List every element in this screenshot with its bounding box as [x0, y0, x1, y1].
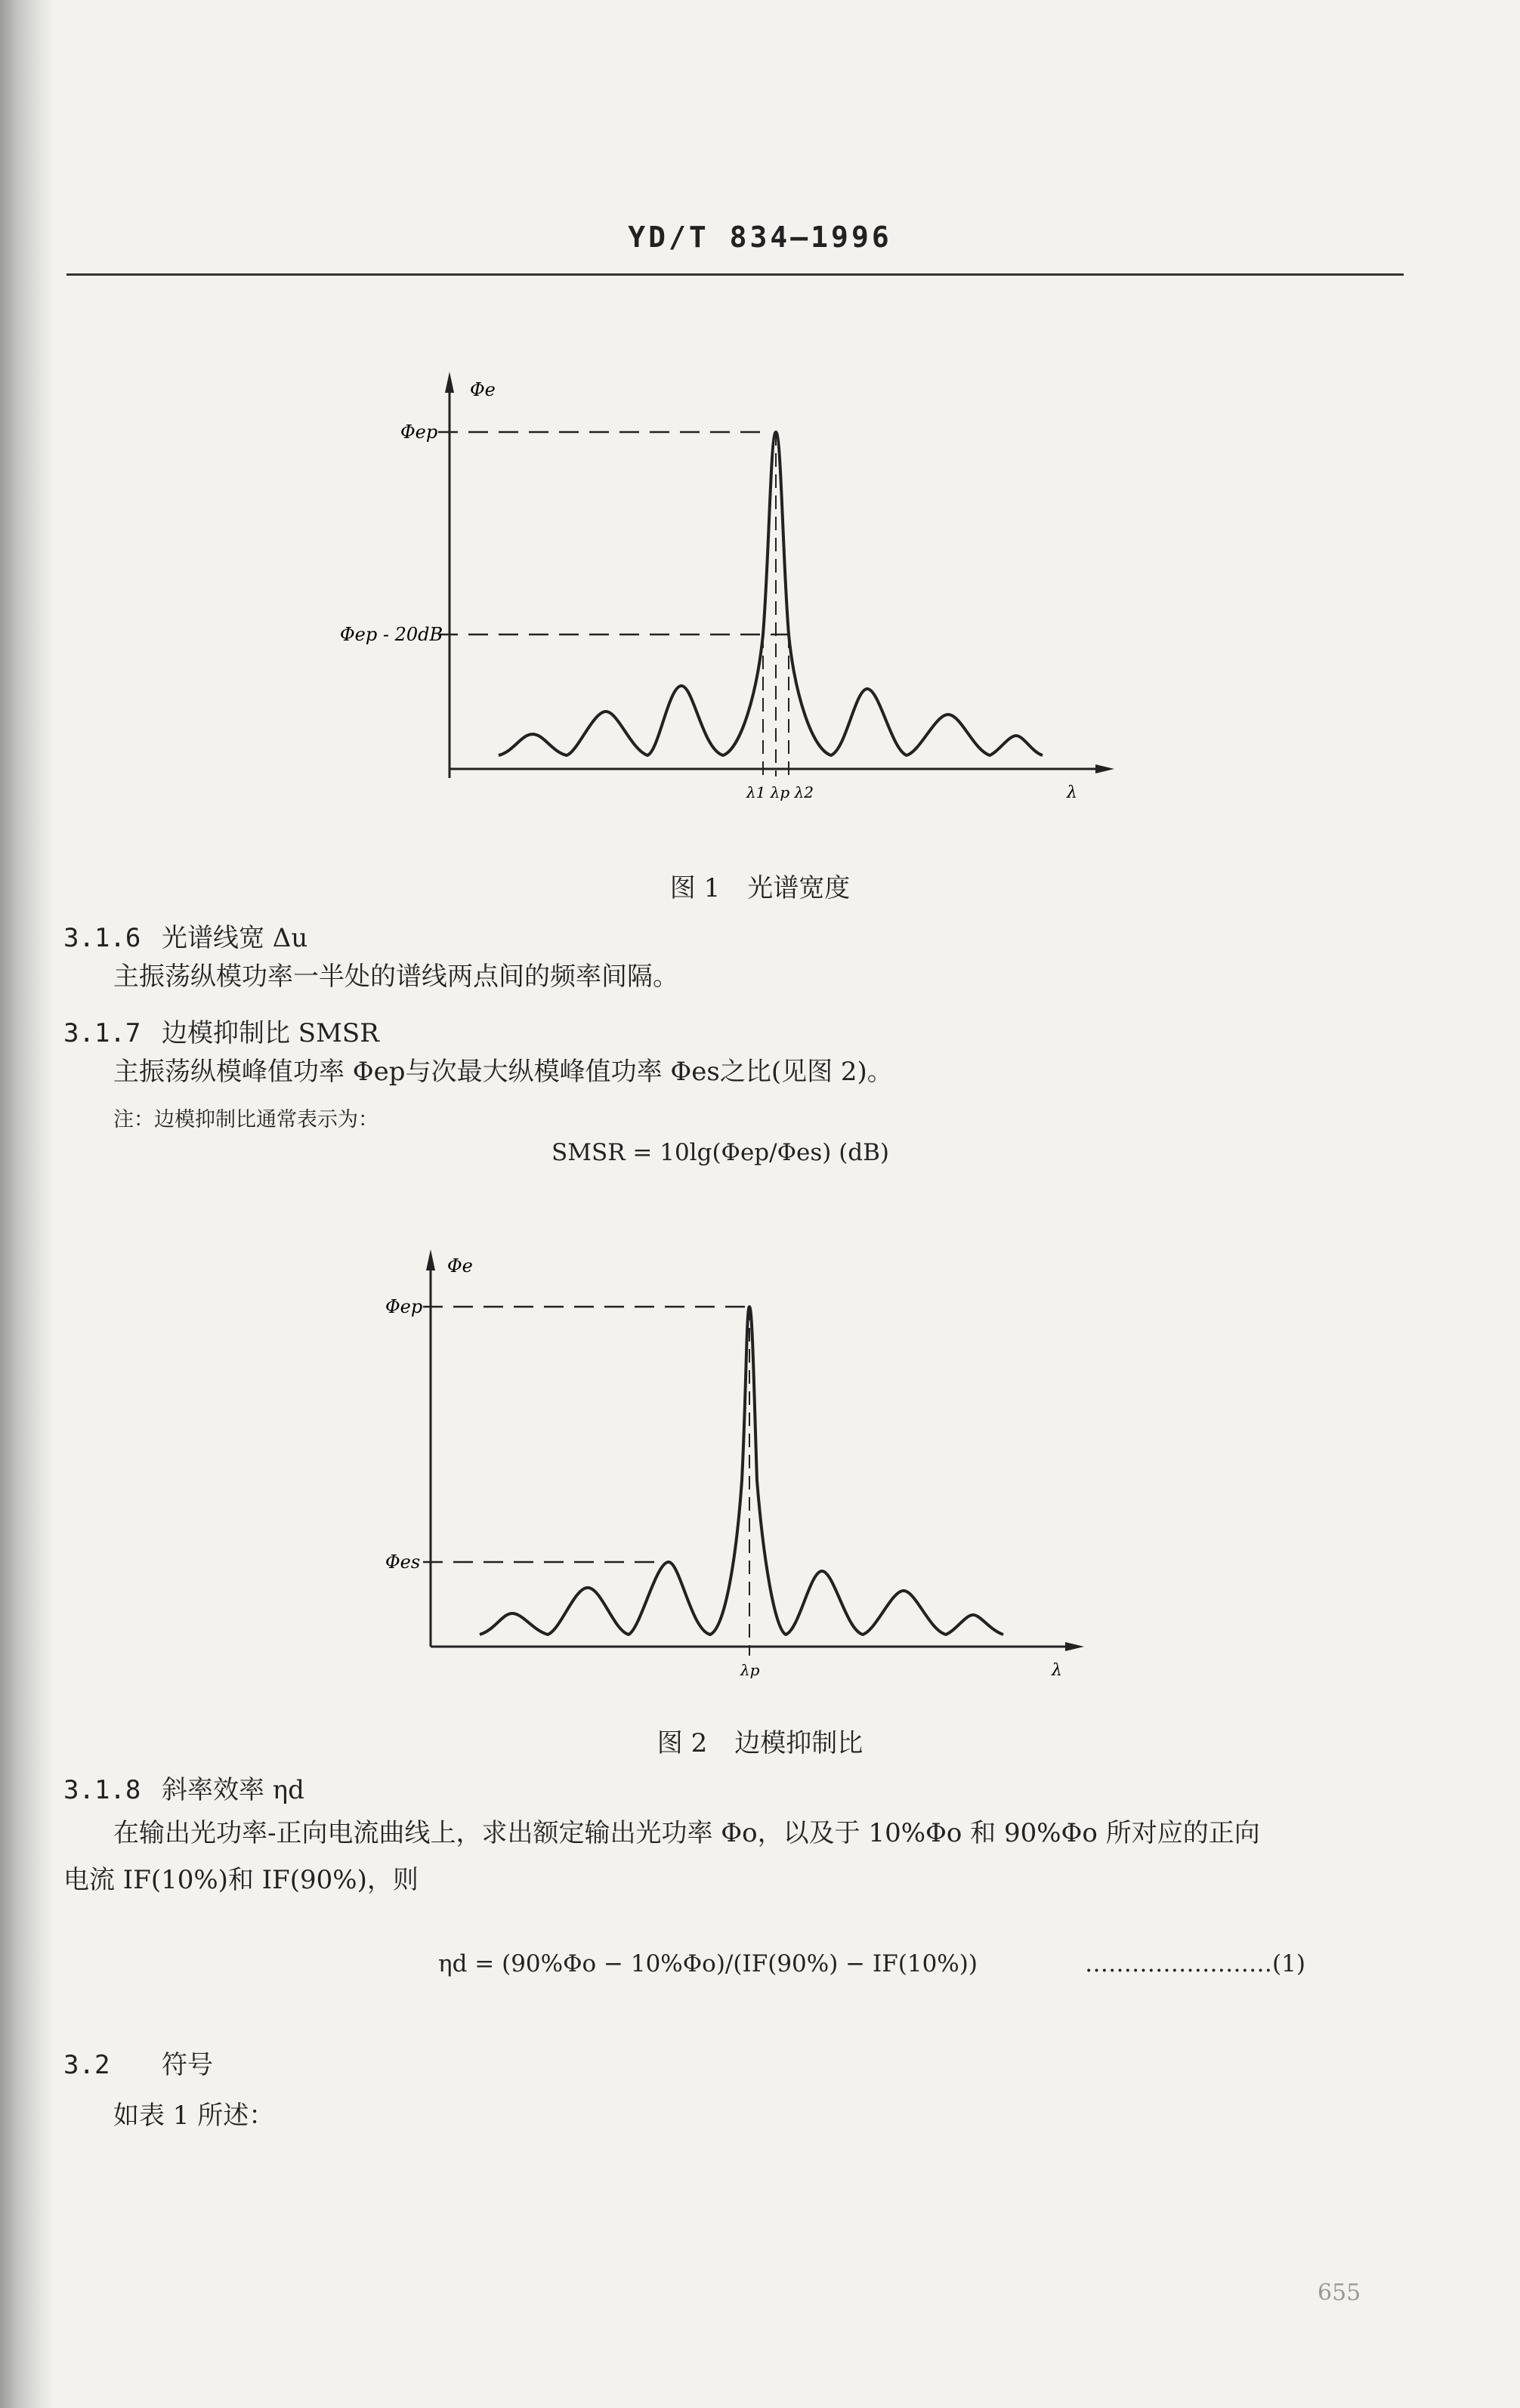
figure-2-smsr: [363, 1239, 1103, 1692]
section-3-1-8-body-line1: 在输出光功率-正向电流曲线上，求出额定输出光功率 Φo，以及于 10%Φo 和 90%Φo 所对应的正向: [113, 1818, 1260, 1848]
section-3-2-body: 如表 1 所述：: [113, 2101, 275, 2131]
section-3-1-6-body: 主振荡纵模功率一半处的谱线两点间的频率间隔。: [113, 962, 678, 992]
fig1-spectrum-curve: [499, 432, 1043, 755]
section-3-1-8-body-line2: 电流 IF(10%)和 IF(90%)，则: [63, 1865, 419, 1895]
fig2-lambdap-label: λp: [740, 1661, 760, 1679]
section-3-1-6-heading: 3.1.6 光谱线宽 Δu: [63, 923, 308, 953]
fig2-x-arrow: [1065, 1642, 1084, 1651]
slope-efficiency-formula: ηd = (90%Φo − 10%Φo)/(IF(90%) − IF(10%)): [438, 1950, 978, 1977]
figure-2-caption: 图 2 边模抑制比: [657, 1728, 863, 1758]
fig2-y-arrow: [426, 1249, 435, 1270]
fig1-x-label: λ: [1067, 783, 1077, 802]
fig1-peak-label: Φep: [400, 421, 438, 443]
scan-binding-edge: [0, 0, 53, 2408]
fig2-peak-label: Φep: [385, 1296, 423, 1317]
figure-1-caption: 图 1 光谱宽度: [669, 873, 851, 903]
page-number: 655: [1318, 2280, 1361, 2306]
section-3-1-7-body: 主振荡纵模峰值功率 Φep与次最大纵模峰值功率 Φes之比(见图 2)。: [113, 1057, 893, 1087]
equation-number-1: ……………………(1): [1085, 1950, 1305, 1977]
standard-code-header: YD/T 834—1996: [628, 221, 892, 254]
fig1-minus-20db-label: Φep - 20dB: [340, 624, 443, 645]
fig2-side-label: Φes: [385, 1551, 421, 1573]
fig1-y-label: Φe: [470, 379, 496, 400]
header-rule: [66, 273, 1404, 276]
figure-1-spectral-width: [317, 363, 1133, 816]
section-3-1-7-note: 注：边模抑制比通常表示为：: [113, 1108, 378, 1131]
smsr-formula: SMSR = 10lg(Φep/Φes) (dB): [551, 1139, 890, 1166]
fig2-y-label: Φe: [447, 1255, 473, 1277]
section-3-1-8-heading: 3.1.8 斜率效率 ηd: [63, 1775, 304, 1805]
section-3-1-7-heading: 3.1.7 边模抑制比 SMSR: [63, 1018, 379, 1048]
fig1-lambda-group-label: λ1 λp λ2: [746, 783, 814, 801]
fig2-spectrum-curve: [480, 1307, 1003, 1635]
fig1-x-arrow: [1095, 764, 1114, 773]
fig1-y-arrow: [445, 372, 454, 393]
section-3-2-heading: 3.2 符号: [63, 2050, 213, 2080]
fig2-x-label: λ: [1052, 1661, 1062, 1680]
